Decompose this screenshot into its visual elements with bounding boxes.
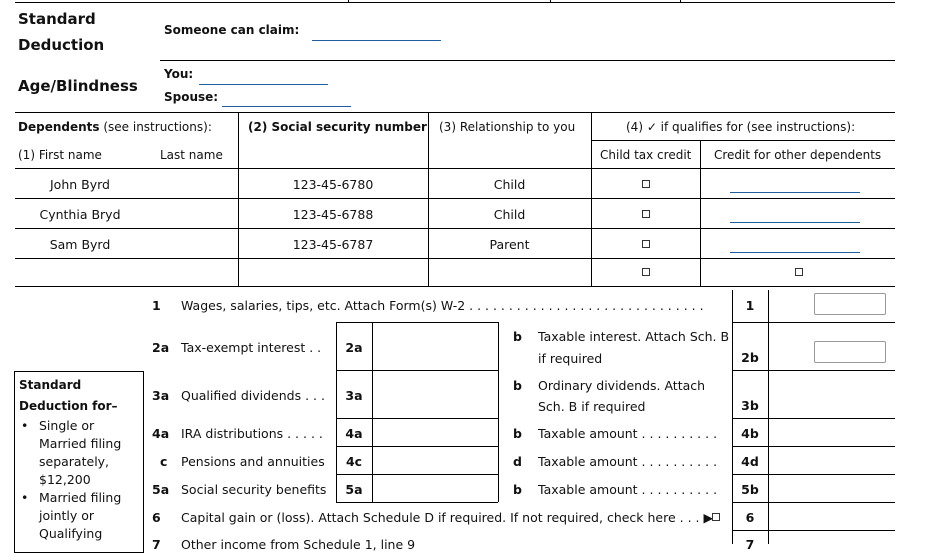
dependent-relationship: Child — [493, 177, 526, 192]
line-4d-number: d — [513, 454, 522, 469]
line-3b-number: b — [513, 378, 522, 393]
line-5a-number: 5a — [152, 482, 170, 497]
col-other-dependents-header: Credit for other dependents — [714, 148, 882, 162]
sidebar-text: Married filing — [39, 490, 122, 505]
child-tax-credit-checkbox[interactable] — [642, 240, 650, 248]
col-divider — [591, 112, 592, 286]
line-4a-text: IRA distributions . . . . . — [181, 426, 323, 441]
spouse-label: Spouse: — [164, 90, 219, 104]
rule — [336, 370, 498, 371]
rule — [732, 322, 895, 323]
col-divider — [732, 290, 733, 544]
rule — [336, 474, 498, 475]
line-4a-box-label: 4a — [345, 426, 363, 441]
line-5b-number: b — [513, 482, 522, 497]
col-divider — [768, 290, 769, 544]
dependent-first-name: Sam Byrd — [49, 237, 111, 252]
sidebar-title: Standard — [19, 378, 82, 392]
someone-can-claim-label: Someone can claim: — [164, 23, 300, 37]
dependents-heading: Dependents (see instructions): — [18, 120, 212, 134]
rule — [732, 446, 895, 447]
col-divider — [238, 112, 239, 286]
col-relationship-header: (3) Relationship to you — [439, 120, 576, 134]
line-5b-text: Taxable amount . . . . . . . . . . — [538, 482, 718, 497]
rule — [336, 418, 498, 419]
line-5b-box-label: 5b — [741, 482, 759, 497]
bullet-icon: • — [21, 418, 29, 433]
dependent-first-name: Cynthia Bryd — [39, 207, 121, 222]
rule — [15, 228, 895, 229]
line-3b-box-label: 3b — [741, 398, 759, 413]
line-5a-text: Social security benefits — [181, 482, 327, 497]
line-4a-number: 4a — [152, 426, 170, 441]
sidebar-text: Married filing — [39, 436, 122, 451]
line-4c-text: Pensions and annuities — [181, 454, 325, 469]
line-3a-box-label: 3a — [345, 388, 363, 403]
line-1-input[interactable] — [814, 293, 886, 315]
line-4d-box-label: 4d — [741, 454, 759, 469]
rule — [15, 286, 895, 287]
rule — [732, 530, 895, 531]
rule — [336, 502, 498, 503]
rule — [732, 418, 895, 419]
top-tick — [550, 0, 551, 2]
line-2a-text: Tax-exempt interest . . — [181, 340, 322, 355]
dependent-relationship: Child — [493, 207, 526, 222]
spouse-field[interactable] — [222, 106, 351, 107]
age-blindness-heading: Age/Blindness — [18, 77, 138, 95]
other-dependents-field[interactable] — [730, 192, 860, 193]
line-1-text: Wages, salaries, tips, etc. Attach Form(s) W-2 . . . . . . . . . . . . . . . . . . . . . . . . . . . . . . — [181, 298, 704, 313]
line-2b-box-label: 2b — [741, 350, 759, 365]
top-tick — [680, 0, 681, 2]
col-divider — [700, 140, 701, 286]
col-ssn-header: (2) Social security number — [248, 120, 427, 134]
you-field[interactable] — [199, 84, 328, 85]
col-last-name-header: Last name — [160, 148, 223, 162]
line-4b-number: b — [513, 426, 522, 441]
col-divider — [372, 322, 373, 502]
line-2b-text-2: if required — [538, 351, 603, 366]
col-first-name-header: (1) First name — [18, 148, 102, 162]
line-2a-number: 2a — [152, 340, 170, 355]
col-divider — [498, 322, 499, 502]
you-label: You: — [164, 67, 194, 81]
line-4c-box-label: 4c — [345, 454, 363, 469]
line-6-box-label: 6 — [745, 510, 755, 525]
sidebar-title-2: Deduction for– — [19, 399, 118, 413]
col-child-tax-credit-header: Child tax credit — [600, 148, 692, 162]
line-4c-number: c — [160, 454, 168, 469]
standard-deduction-heading: Standard — [18, 10, 96, 28]
line-7-text: Other income from Schedule 1, line 9 — [181, 537, 416, 552]
dependent-ssn: 123-45-6780 — [292, 177, 374, 192]
line-5a-box-label: 5a — [345, 482, 363, 497]
line-2a-box-label: 2a — [345, 340, 363, 355]
sidebar-text: separately, — [39, 454, 110, 469]
rule — [732, 474, 895, 475]
rule — [336, 322, 498, 323]
someone-can-claim-field[interactable] — [312, 40, 441, 41]
line-3a-number: 3a — [152, 388, 170, 403]
line-6-number: 6 — [152, 510, 161, 525]
line-1-box-label: 1 — [745, 298, 755, 313]
line-2b-number: b — [513, 329, 522, 344]
other-dependents-checkbox[interactable] — [795, 268, 803, 276]
child-tax-credit-checkbox[interactable] — [642, 210, 650, 218]
line-4d-text: Taxable amount . . . . . . . . . . — [538, 454, 718, 469]
rule — [732, 370, 895, 371]
dependent-relationship: Parent — [489, 237, 530, 252]
sidebar-text: jointly or — [39, 508, 95, 523]
dependent-first-name: John Byrd — [50, 177, 110, 192]
line-3b-text: Ordinary dividends. Attach — [538, 378, 706, 393]
line-3a-text: Qualified dividends . . . — [181, 388, 325, 403]
line-3b-text-2: Sch. B if required — [538, 399, 646, 414]
line-6-text: Capital gain or (loss). Attach Schedule D if required. If not required, check here . . . ▶ — [181, 510, 714, 525]
line-2b-input[interactable] — [814, 341, 886, 363]
dependent-ssn: 123-45-6788 — [292, 207, 374, 222]
rule — [591, 140, 895, 141]
top-rule — [15, 2, 895, 3]
top-tick — [348, 0, 349, 2]
rule — [336, 446, 498, 447]
sidebar-text: Qualifying — [39, 526, 103, 541]
col-divider — [428, 112, 429, 286]
child-tax-credit-checkbox[interactable] — [642, 180, 650, 188]
dependent-ssn: 123-45-6787 — [292, 237, 374, 252]
sidebar-text: Single or — [39, 418, 95, 433]
rule — [160, 60, 895, 61]
rule — [15, 168, 895, 169]
line-4b-box-label: 4b — [741, 426, 759, 441]
line-4b-text: Taxable amount . . . . . . . . . . — [538, 426, 718, 441]
line-6-checkbox[interactable] — [712, 513, 720, 521]
rule — [15, 112, 895, 113]
line-7-number: 7 — [152, 537, 161, 552]
rule — [732, 502, 895, 503]
sidebar-text: $12,200 — [39, 472, 91, 487]
other-dependents-field[interactable] — [730, 222, 860, 223]
child-tax-credit-checkbox[interactable] — [642, 268, 650, 276]
line-7-box-label: 7 — [745, 537, 755, 552]
standard-deduction-heading-2: Deduction — [18, 36, 105, 54]
rule — [15, 198, 895, 199]
other-dependents-field[interactable] — [730, 252, 860, 253]
line-1-number: 1 — [152, 298, 161, 313]
col-qualifies-header: (4) ✓ if qualifies for (see instructions): — [626, 120, 856, 134]
rule — [15, 258, 895, 259]
line-2b-text: Taxable interest. Attach Sch. B — [538, 329, 730, 344]
bullet-icon: • — [21, 490, 29, 505]
